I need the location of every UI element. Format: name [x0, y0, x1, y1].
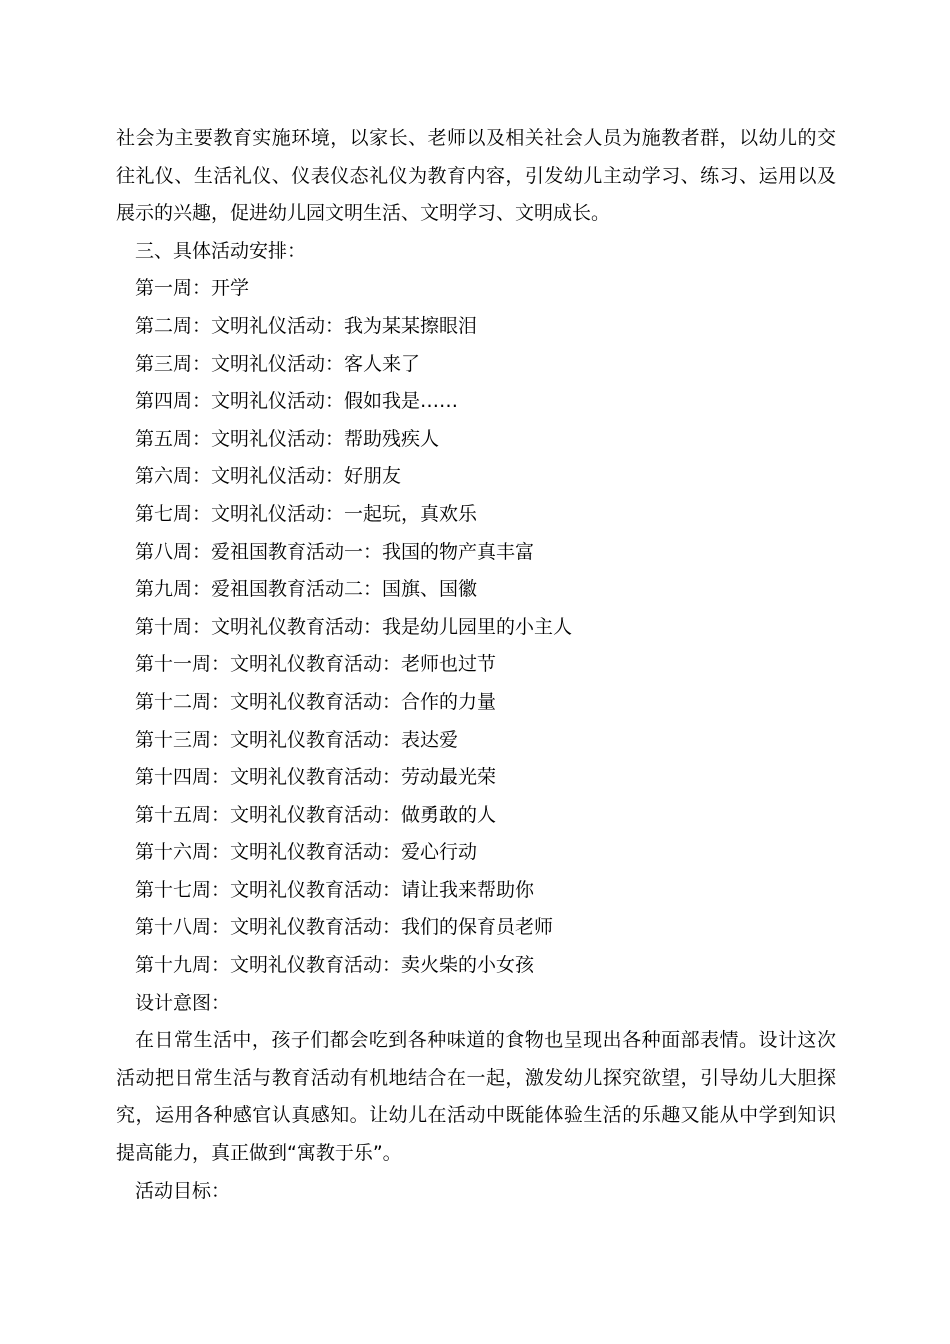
schedule-item: 第十三周：文明礼仪教育活动：表达爱: [135, 728, 459, 751]
schedule-item: 第九周：爱祖国教育活动二：国旗、国徽: [135, 578, 478, 601]
schedule-item: 第三周：文明礼仪活动：客人来了: [135, 352, 421, 375]
schedule-item: 第八周：爱祖国教育活动一：我国的物产真丰富: [135, 540, 535, 563]
schedule-item: 第十二周：文明礼仪教育活动：合作的力量: [135, 690, 497, 713]
schedule-list: [116, 270, 836, 984]
design-heading: 设计意图：: [135, 991, 231, 1014]
schedule-item: 第四周：文明礼仪活动：假如我是……: [135, 390, 459, 413]
schedule-item: 第十周：文明礼仪教育活动：我是幼儿园里的小主人: [135, 615, 573, 638]
schedule-item: 第十八周：文明礼仪教育活动：我们的保育员老师: [135, 916, 554, 939]
document-body: [116, 120, 836, 1210]
schedule-item: 第十四周：文明礼仪教育活动：劳动最光荣: [135, 766, 497, 789]
schedule-item: 第一周：开学: [135, 277, 250, 300]
intro-paragraph: 社会为主要教育实施环境，以家长、老师以及相关社会人员为施教者群，以幼儿的交往礼仪、生活礼仪、仪表仪态礼仪为教育内容，引发幼儿主动学习、练习、运用以及展示的兴趣，促进幼儿园文明生活、文明学习、文明成长。: [116, 127, 836, 225]
section-heading: 三、具体活动安排：: [135, 239, 307, 262]
schedule-item: 第十六周：文明礼仪教育活动：爱心行动: [135, 841, 478, 864]
schedule-item: 第七周：文明礼仪活动：一起玩，真欢乐: [135, 502, 478, 525]
goals-heading: 活动目标：: [135, 1179, 231, 1202]
schedule-item: 第五周：文明礼仪活动：帮助残疾人: [135, 427, 440, 450]
schedule-item: 第十七周：文明礼仪教育活动：请让我来帮助你: [135, 878, 535, 901]
schedule-item: 第十九周：文明礼仪教育活动：卖火柴的小女孩: [135, 954, 535, 977]
schedule-item: 第十一周：文明礼仪教育活动：老师也过节: [135, 653, 497, 676]
design-paragraph: 在日常生活中，孩子们都会吃到各种味道的食物也呈现出各种面部表情。设计这次活动把日常生活与教育活动有机地结合在一起，激发幼儿探究欲望，引导幼儿大胆探究，运用各种感官认真感知。让幼儿在活动中既能体验生活的乐趣又能从中学到知识提高能力，真正做到“寓教于乐”。: [116, 1029, 836, 1165]
schedule-item: 第六周：文明礼仪活动：好朋友: [135, 465, 402, 488]
schedule-item: 第二周：文明礼仪活动：我为某某擦眼泪: [135, 314, 478, 337]
schedule-item: 第十五周：文明礼仪教育活动：做勇敢的人: [135, 803, 497, 826]
